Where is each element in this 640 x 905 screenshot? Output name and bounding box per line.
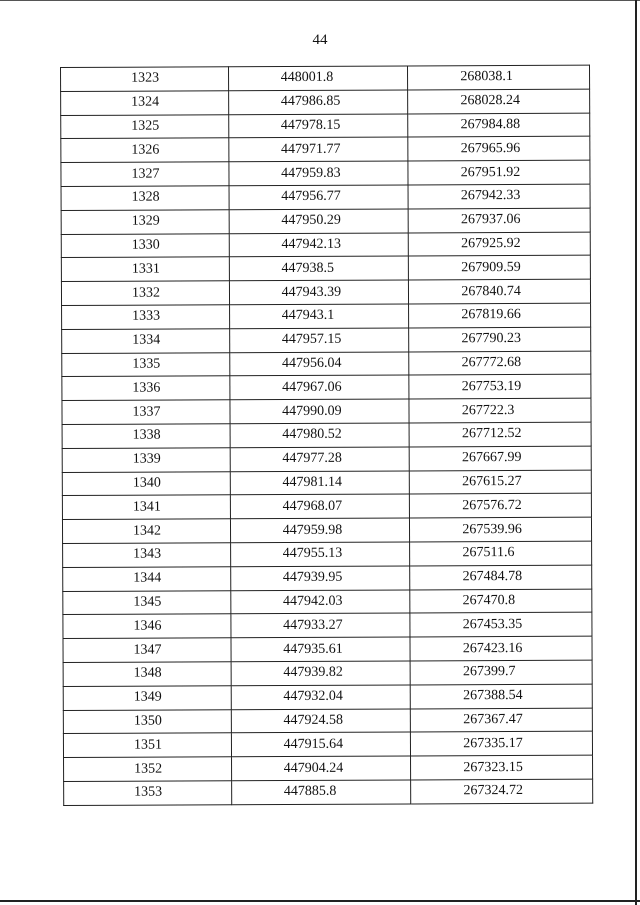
x-coordinate-cell: 447956.04 — [229, 352, 409, 377]
x-coordinate-cell: 447933.27 — [231, 613, 411, 638]
x-coordinate-cell: 447978.15 — [228, 114, 408, 139]
table-row — [61, 89, 590, 115]
point-number-cell: 1338 — [62, 424, 230, 449]
point-number-cell: 1330 — [61, 233, 229, 258]
point-number-cell: 1336 — [62, 376, 230, 401]
y-coordinate-cell: 267367.47 — [411, 708, 593, 733]
y-coordinate-cell: 267615.27 — [410, 470, 592, 495]
point-number-cell: 1353 — [64, 781, 232, 806]
table-row — [62, 446, 591, 472]
page-number: 44 — [312, 32, 328, 48]
point-number-cell: 1335 — [62, 352, 230, 377]
table-row — [63, 636, 592, 662]
y-coordinate-cell: 267423.16 — [410, 636, 592, 661]
x-coordinate-cell: 447885.8 — [231, 780, 411, 805]
y-coordinate-cell: 267470.8 — [410, 589, 592, 614]
y-coordinate-cell: 267399.7 — [410, 660, 592, 685]
point-number-cell: 1343 — [63, 543, 231, 568]
table-row — [62, 327, 591, 353]
point-number-cell: 1333 — [62, 305, 230, 330]
table-row — [62, 303, 591, 329]
x-coordinate-cell: 447943.39 — [229, 280, 409, 305]
y-coordinate-cell: 267790.23 — [409, 327, 591, 352]
point-number-cell: 1325 — [61, 114, 229, 139]
table-row — [62, 398, 591, 424]
scan-edge-right — [635, 0, 637, 905]
point-number-cell: 1323 — [61, 67, 229, 92]
x-coordinate-cell: 447924.58 — [231, 708, 411, 733]
point-number-cell: 1350 — [63, 709, 231, 734]
table-row — [63, 708, 592, 734]
x-coordinate-cell: 447915.64 — [231, 732, 411, 757]
point-number-cell: 1326 — [61, 138, 229, 163]
point-number-cell: 1348 — [63, 662, 231, 687]
coordinates-table — [60, 65, 593, 806]
x-coordinate-cell: 447957.15 — [229, 328, 409, 353]
point-number-cell: 1347 — [63, 638, 231, 663]
y-coordinate-cell: 267712.52 — [409, 422, 591, 447]
table-row — [61, 279, 590, 305]
y-coordinate-cell: 267511.6 — [410, 541, 592, 566]
x-coordinate-cell: 447904.24 — [231, 756, 411, 781]
x-coordinate-cell: 447968.07 — [230, 494, 410, 519]
table-row — [61, 160, 590, 186]
x-coordinate-cell: 447938.5 — [229, 256, 409, 281]
x-coordinate-cell: 447939.95 — [230, 566, 410, 591]
table-row — [61, 256, 590, 282]
point-number-cell: 1329 — [61, 210, 229, 235]
point-number-cell: 1324 — [61, 91, 229, 116]
y-coordinate-cell: 267753.19 — [409, 375, 591, 400]
y-coordinate-cell: 267772.68 — [409, 351, 591, 376]
point-number-cell: 1352 — [64, 757, 232, 782]
table-row — [63, 731, 592, 757]
table-row — [62, 494, 591, 520]
table-row — [63, 613, 592, 639]
table-row — [61, 208, 590, 234]
x-coordinate-cell: 447935.61 — [231, 637, 411, 662]
scan-edge-top — [0, 0, 640, 1]
y-coordinate-cell: 267937.06 — [408, 208, 590, 233]
point-number-cell: 1346 — [63, 614, 231, 639]
y-coordinate-cell: 267388.54 — [411, 684, 593, 709]
table-row — [62, 351, 591, 377]
point-number-cell: 1339 — [62, 448, 230, 473]
table-row — [62, 375, 591, 401]
table-row — [62, 517, 591, 543]
point-number-cell: 1349 — [63, 685, 231, 710]
y-coordinate-cell: 267539.96 — [410, 517, 592, 542]
point-number-cell: 1334 — [62, 329, 230, 354]
point-number-cell: 1328 — [61, 186, 229, 211]
x-coordinate-cell: 447942.03 — [230, 590, 410, 615]
x-coordinate-cell: 447986.85 — [228, 90, 408, 115]
point-number-cell: 1340 — [62, 471, 230, 496]
y-coordinate-cell: 267324.72 — [411, 779, 593, 804]
x-coordinate-cell: 447943.1 — [229, 304, 409, 329]
y-coordinate-cell: 267667.99 — [409, 446, 591, 471]
point-number-cell: 1344 — [63, 566, 231, 591]
x-coordinate-cell: 448001.8 — [228, 66, 408, 91]
table-row — [63, 660, 592, 686]
table-row — [64, 755, 593, 781]
x-coordinate-cell: 447959.83 — [229, 161, 409, 186]
y-coordinate-cell: 267965.96 — [408, 137, 590, 162]
table-row — [63, 589, 592, 615]
table-row — [61, 232, 590, 258]
y-coordinate-cell: 268028.24 — [408, 89, 590, 114]
table-row — [61, 137, 590, 163]
x-coordinate-cell: 447980.52 — [230, 423, 410, 448]
table-row — [62, 422, 591, 448]
table-row — [64, 779, 593, 805]
table-row — [63, 541, 592, 567]
y-coordinate-cell: 267909.59 — [409, 256, 591, 281]
y-coordinate-cell: 267984.88 — [408, 113, 590, 138]
x-coordinate-cell: 447959.98 — [230, 518, 410, 543]
x-coordinate-cell: 447950.29 — [229, 209, 409, 234]
y-coordinate-cell: 267819.66 — [409, 303, 591, 328]
scan-edge-bottom — [0, 900, 640, 902]
point-number-cell: 1331 — [61, 257, 229, 282]
point-number-cell: 1327 — [61, 162, 229, 187]
table-row — [61, 184, 590, 210]
y-coordinate-cell: 267323.15 — [411, 755, 593, 780]
y-coordinate-cell: 267722.3 — [409, 398, 591, 423]
coordinates-table-body — [61, 65, 593, 805]
x-coordinate-cell: 447981.14 — [230, 471, 410, 496]
x-coordinate-cell: 447942.13 — [229, 233, 409, 258]
point-number-cell: 1332 — [61, 281, 229, 306]
table-row — [62, 470, 591, 496]
x-coordinate-cell: 447939.82 — [231, 661, 411, 686]
x-coordinate-cell: 447932.04 — [231, 685, 411, 710]
point-number-cell: 1345 — [63, 590, 231, 615]
y-coordinate-cell: 267576.72 — [410, 494, 592, 519]
point-number-cell: 1342 — [62, 519, 230, 544]
table-row — [63, 565, 592, 591]
point-number-cell: 1337 — [62, 400, 230, 425]
x-coordinate-cell: 447990.09 — [230, 399, 410, 424]
y-coordinate-cell: 267453.35 — [410, 613, 592, 638]
y-coordinate-cell: 267484.78 — [410, 565, 592, 590]
y-coordinate-cell: 267925.92 — [409, 232, 591, 257]
table-row — [61, 113, 590, 139]
y-coordinate-cell: 267335.17 — [411, 731, 593, 756]
x-coordinate-cell: 447967.06 — [230, 375, 410, 400]
table-row — [61, 65, 590, 91]
y-coordinate-cell: 267951.92 — [408, 160, 590, 185]
point-number-cell: 1351 — [63, 733, 231, 758]
x-coordinate-cell: 447955.13 — [230, 542, 410, 567]
y-coordinate-cell: 268038.1 — [408, 65, 590, 90]
point-number-cell: 1341 — [62, 495, 230, 520]
x-coordinate-cell: 447977.28 — [230, 447, 410, 472]
x-coordinate-cell: 447956.77 — [229, 185, 409, 210]
table-row — [63, 684, 592, 710]
y-coordinate-cell: 267942.33 — [408, 184, 590, 209]
y-coordinate-cell: 267840.74 — [409, 279, 591, 304]
x-coordinate-cell: 447971.77 — [228, 137, 408, 162]
